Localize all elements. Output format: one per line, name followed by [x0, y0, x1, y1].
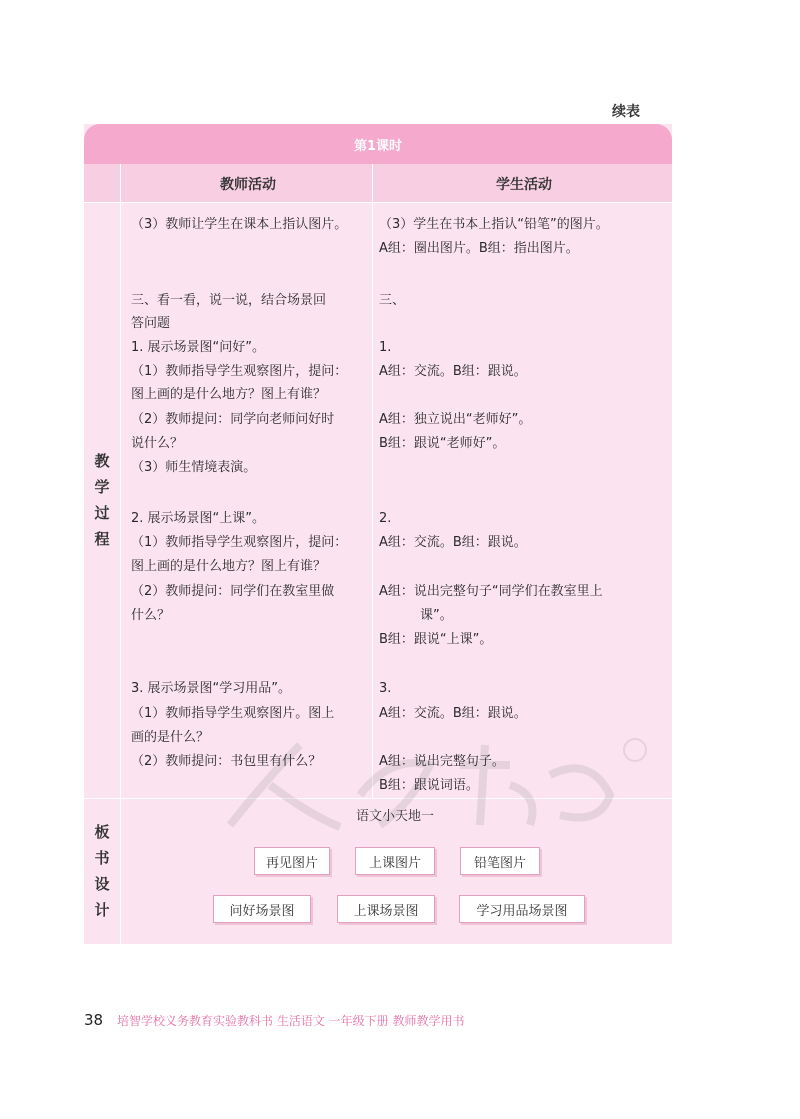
page-number: 38: [84, 1011, 104, 1029]
student-line: A组：交流。B组：跟说。: [379, 364, 527, 379]
teacher-line: 3. 展示场景图“学习用品”。: [131, 681, 292, 696]
teacher-line: （1）教师指导学生观察图片。图上: [131, 706, 335, 721]
student-line: 三、: [379, 293, 406, 308]
column-header-row: [84, 164, 672, 202]
continued-label: 续表: [612, 104, 640, 120]
teacher-line: 图上画的是什么地方？图上有谁？: [131, 559, 327, 574]
student-activity-header: 学生活动: [496, 177, 552, 193]
divider-middle: [372, 164, 373, 798]
teacher-line: 三、看一看，说一说，结合场景回: [131, 293, 327, 308]
period-band: [84, 124, 672, 164]
teaching-process-label: 教 学 过 程: [94, 452, 110, 548]
teacher-line: 画的是什么？: [131, 730, 210, 745]
teacher-line: 2. 展示场景图“上课”。: [131, 511, 266, 526]
teacher-line: （3）教师让学生在课本上指认图片。: [131, 217, 348, 232]
teacher-line: 图上画的是什么地方？图上有谁？: [131, 387, 327, 402]
student-line: B组：跟说“老师好”。: [379, 436, 506, 451]
book-title: 培智学校义务教育实验教科书 生活语文 一年级下册 教师教学用书: [117, 1014, 465, 1028]
student-line: B组：跟说词语。: [379, 778, 479, 793]
teacher-line: （2）教师提问：同学向老师问好时: [131, 412, 335, 427]
board-box-goodbye-picture: 再见图片: [254, 847, 330, 875]
student-line: A组：交流。B组：跟说。: [379, 535, 527, 550]
board-box-greeting-scene: 问好场景图: [213, 895, 311, 923]
teacher-line: （3）师生情境表演。: [131, 460, 257, 475]
student-line: B组：跟说“上课”。: [379, 632, 493, 647]
period-label: 第1课时: [353, 139, 403, 154]
board-box-pencil-picture: 铅笔图片: [460, 847, 540, 875]
teacher-line: 什么？: [131, 608, 171, 623]
divider-side: [120, 164, 121, 944]
student-line: 2.: [379, 511, 392, 526]
board-box-school-supplies-scene: 学习用品场景图: [459, 895, 585, 923]
teacher-line: （2）教师提问：同学们在教室里做: [131, 584, 335, 599]
student-line: A组：说出完整句子“同学们在教室里上: [379, 584, 603, 599]
teacher-line: （1）教师指导学生观察图片，提问：: [131, 535, 348, 550]
student-line: A组：说出完整句子。: [379, 754, 505, 769]
teacher-line: （2）教师提问：书包里有什么？: [131, 754, 322, 769]
teacher-line: 1. 展示场景图“问好”。: [131, 340, 266, 355]
student-line: 课”。: [420, 608, 453, 623]
teacher-line: （1）教师指导学生观察图片，提问：: [131, 364, 348, 379]
teacher-activity-header: 教师活动: [220, 177, 276, 193]
teacher-line: 说什么？: [131, 436, 184, 451]
student-line: 3.: [379, 681, 392, 696]
student-line: A组：交流。B组：跟说。: [379, 706, 527, 721]
student-line: A组：圈出图片。B组：指出图片。: [379, 241, 579, 256]
student-line: （3）学生在书本上指认“铅笔”的图片。: [379, 217, 609, 232]
student-line: 1.: [379, 340, 392, 355]
divider-header: [84, 202, 672, 203]
student-line: A组：独立说出“老师好”。: [379, 412, 532, 427]
board-title: 语文小天地一: [356, 809, 435, 824]
board-box-class-scene: 上课场景图: [337, 895, 435, 923]
board-design-label: 板 书 设 计: [94, 823, 110, 919]
teacher-line: 答问题: [131, 316, 171, 331]
board-box-class-picture: 上课图片: [355, 847, 435, 875]
